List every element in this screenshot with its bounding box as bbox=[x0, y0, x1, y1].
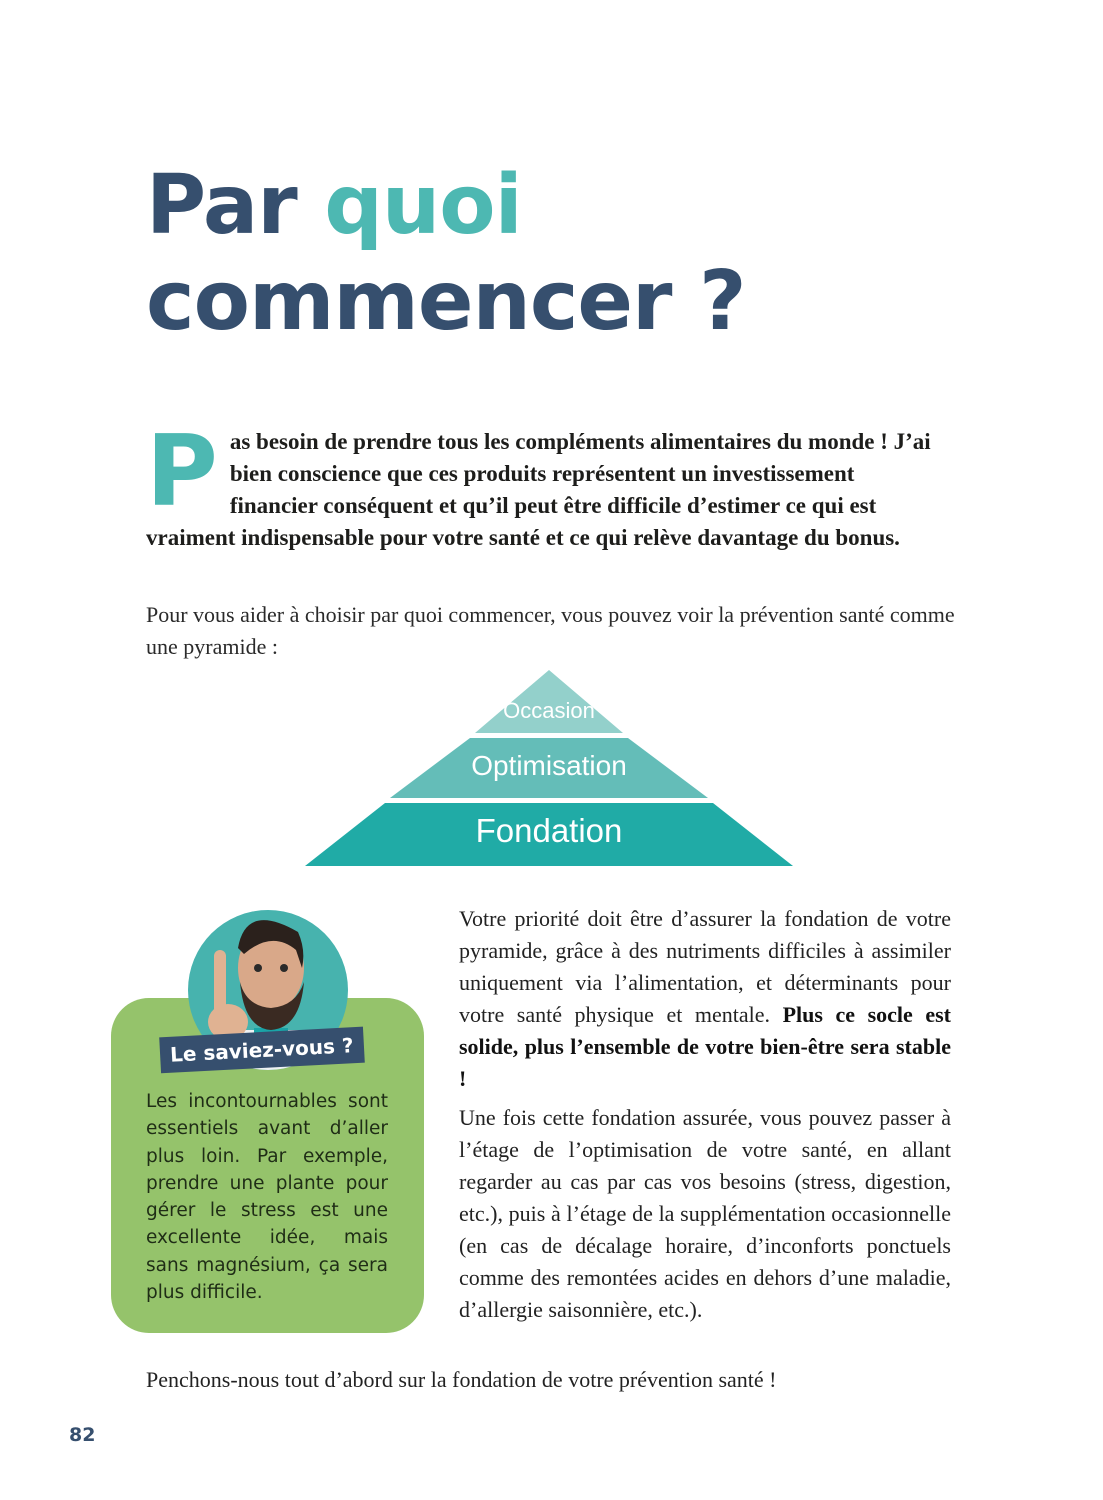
page-number: 82 bbox=[69, 1424, 96, 1446]
lead-paragraph: Pour vous aider à choisir par quoi commencer, vous pouvez voir la prévention santé comme une pyramide : bbox=[146, 602, 955, 659]
drop-cap: P bbox=[146, 415, 218, 529]
did-you-know-badge: Le saviez-vous ? bbox=[159, 1027, 364, 1074]
pyramid-label-occasion: Occasion bbox=[503, 698, 595, 723]
intro-paragraph bbox=[146, 415, 936, 554]
pyramid-label-optimisation: Optimisation bbox=[471, 750, 627, 781]
intro-text: as besoin de prendre tous les compléments alimentaires du monde ! J’ai bien conscience que ces produits représentent un investissement financier conséquent et qu’il peut être difficile d’estimer ce qui est vraiment indispensable pour votre santé et ce qui relève davantage du bonus. bbox=[146, 429, 931, 550]
title-prefix: Par bbox=[146, 158, 325, 253]
next-steps-paragraph: Une fois cette fondation assurée, vous pouvez passer à l’étage de l’optimisation de votre santé, en allant regarder au cas par cas vos besoins (stress, digestion, etc.), puis à l’étage de la supplémentation occasionnelle (en cas de décalage horaire, d’inconforts ponctuels comme des remontées acides en dehors d’une maladie, d’allergie saisonnière, etc.). bbox=[459, 1105, 951, 1322]
title-line-2: commencer ? bbox=[146, 254, 746, 349]
priority-paragraph bbox=[459, 903, 951, 1095]
title-accent-word: quoi bbox=[324, 158, 522, 253]
page-title bbox=[146, 158, 746, 350]
priority-emphasis: Plus ce socle est solide, plus l’ensemble de votre bien-être sera stable ! bbox=[459, 1002, 951, 1091]
closing-sentence: Penchons-nous tout d’abord sur la fondation de votre prévention santé ! bbox=[146, 1367, 777, 1392]
did-you-know-text: Les incontournables sont essentiels avant d’aller plus loin. Par exemple, prendre une plante pour gérer le stress est une excellente idée, mais sans magnésium, ça sera plus difficile. bbox=[146, 1091, 388, 1304]
priority-text: Votre priorité doit être d’assurer la fondation de votre pyramide, grâce à des nutriments difficiles à assimiler uniquement via l’alimentation, et déterminants pour votre santé physique et mentale. bbox=[459, 906, 951, 1027]
pyramid-label-fondation: Fondation bbox=[475, 812, 623, 849]
